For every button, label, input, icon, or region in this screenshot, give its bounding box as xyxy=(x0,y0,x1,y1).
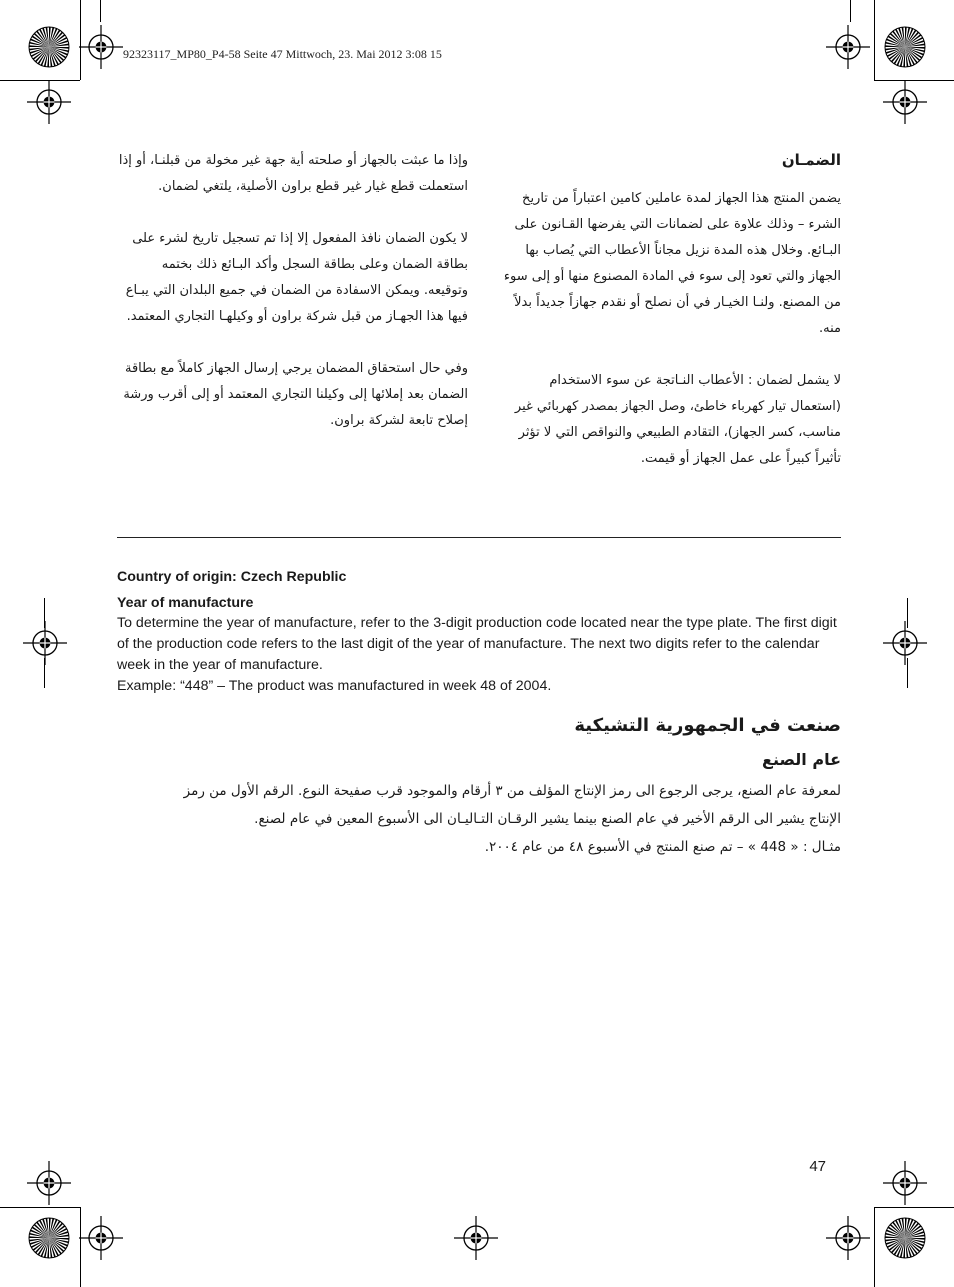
registration-mark-icon xyxy=(883,621,927,665)
crop-line xyxy=(0,80,80,81)
warranty-column-right xyxy=(495,148,841,498)
color-target-icon xyxy=(884,1217,926,1259)
body-line: الإنتاج يشير الى الرقم الأخير في عام الصنع بينما يشير الرقـان التـاليـان الى الأسبوع المعين في عام لصنع. xyxy=(254,811,841,827)
body-paragraph: Example: “448” – The product was manufactured in week 48 of 2004. xyxy=(117,678,552,694)
registration-mark-icon xyxy=(826,25,870,69)
registration-mark-icon xyxy=(826,1216,870,1260)
arabic-year-heading: عام الصنع xyxy=(762,750,841,769)
crop-line xyxy=(874,1207,875,1287)
origin-label: Country of origin: xyxy=(117,569,237,585)
crop-line xyxy=(80,0,81,80)
section-divider xyxy=(117,537,841,538)
crop-line xyxy=(44,658,45,688)
color-target-icon xyxy=(28,26,70,68)
arabic-year-body xyxy=(117,777,841,861)
body-line: مثـال : « 448 » – تم صنع المنتج في الأسبوع ٤٨ من عام ٢٠٠٤. xyxy=(484,839,841,855)
color-target-icon xyxy=(28,1217,70,1259)
warranty-title: الضمـان xyxy=(781,151,841,169)
crop-line xyxy=(874,1207,954,1208)
crop-line xyxy=(907,658,908,688)
crop-line xyxy=(44,598,45,628)
crop-line xyxy=(0,1207,80,1208)
registration-mark-icon xyxy=(27,80,71,124)
warranty-paragraph: وإذا ما عبثت بالجهاز أو صلحته أية جهة غير مخولة من قبلنـا، أو إذا استعملت قطع غيار غير قطع براون الأصلية، يلتغي لضمان. xyxy=(118,153,468,194)
country-of-origin xyxy=(117,567,843,587)
color-target-icon xyxy=(884,26,926,68)
body-line: لمعرفة عام الصنع، يرجى الرجوع الى رمز الإنتاج المؤلف من ٣ أرقام والموجود قرب صفيحة النوع. الرقم الأول من رمز xyxy=(183,783,841,799)
warranty-column-left xyxy=(118,148,468,460)
year-of-manufacture-body xyxy=(117,613,843,697)
registration-mark-icon xyxy=(454,1216,498,1260)
arabic-origin-heading: صنعت في الجمهورية التشيكية xyxy=(574,715,841,736)
crop-line xyxy=(874,80,954,81)
crop-line xyxy=(874,0,875,80)
print-slug: 92323117_MP80_P4-58 Seite 47 Mittwoch, 23. Mai 2012 3:08 15 xyxy=(123,47,442,61)
crop-line xyxy=(850,0,851,22)
origin-value: Czech Republic xyxy=(240,569,347,585)
warranty-paragraph: يضمن المنتج هذا الجهاز لمدة عاملين كامين اعتباراً من تاريخ الشرء – وذلك علاوة على لضمانات التي يفرضها القـانون على البـائع. وخلال هذه المدة نزيل مجاناً الأعطاب التي يُصاب بها الجهاز والتي تعود إلى سوء في المادة المصنوع منها أو إلى سوء من المصنع. ولنـا الخيـار في أن نصلح أو نقدم جهازاً جديداً بدلاً منه. xyxy=(503,191,841,336)
registration-mark-icon xyxy=(79,25,123,69)
page-number: 47 xyxy=(809,1158,826,1175)
warranty-paragraph: لا يكون الضمان نافذ المفعول إلا إذا تم تسجيل تاريخ لشرء على بطاقة الضمان وعلى بطاقة السجل وأكد البـائع ذلك بختمه وتوقيعه. ويمكن الاسفادة من الضمان في جميع البلدان التي يبـاع فيها هذا الجهـاز من قبل شركة براون أو وكيلهـا التجاري المعتمد. xyxy=(125,231,468,324)
crop-line xyxy=(100,0,101,22)
registration-mark-icon xyxy=(79,1216,123,1260)
warranty-paragraph: لا يشمل لضمان : الأعطاب النـاتجة عن سوء الاستخدام (استعمال تيار كهرباء خاطئ، وصل الجهاز بمصدر كهربائي غير مناسب، كسر الجهاز)، التقادم الطبيعي والنواقص التي لا تؤثر تأثيراً كبيراً على عمل الجهاز أو قيمت. xyxy=(514,373,841,466)
registration-mark-icon xyxy=(23,621,67,665)
crop-line xyxy=(907,598,908,628)
body-paragraph: To determine the year of manufacture, refer to the 3-digit production code located near the type plate. The first digit of the production code refers to the last digit of the year of manufacture. The next two digits refer to the calendar week in the year of manufacture. xyxy=(117,615,837,673)
crop-line xyxy=(80,1207,81,1287)
registration-mark-icon xyxy=(883,1161,927,1205)
year-of-manufacture-heading: Year of manufacture xyxy=(117,595,254,611)
warranty-paragraph: وفي حال استحقاق المضمان يرجي إرسال الجهاز كاملاً مع بطاقة الضمان بعد إملائها إلى وكيلنا التجاري المعتمد أو إلى أقرب ورشة إصلاح تابعة لشركة براون. xyxy=(123,361,468,428)
registration-mark-icon xyxy=(883,80,927,124)
registration-mark-icon xyxy=(27,1161,71,1205)
